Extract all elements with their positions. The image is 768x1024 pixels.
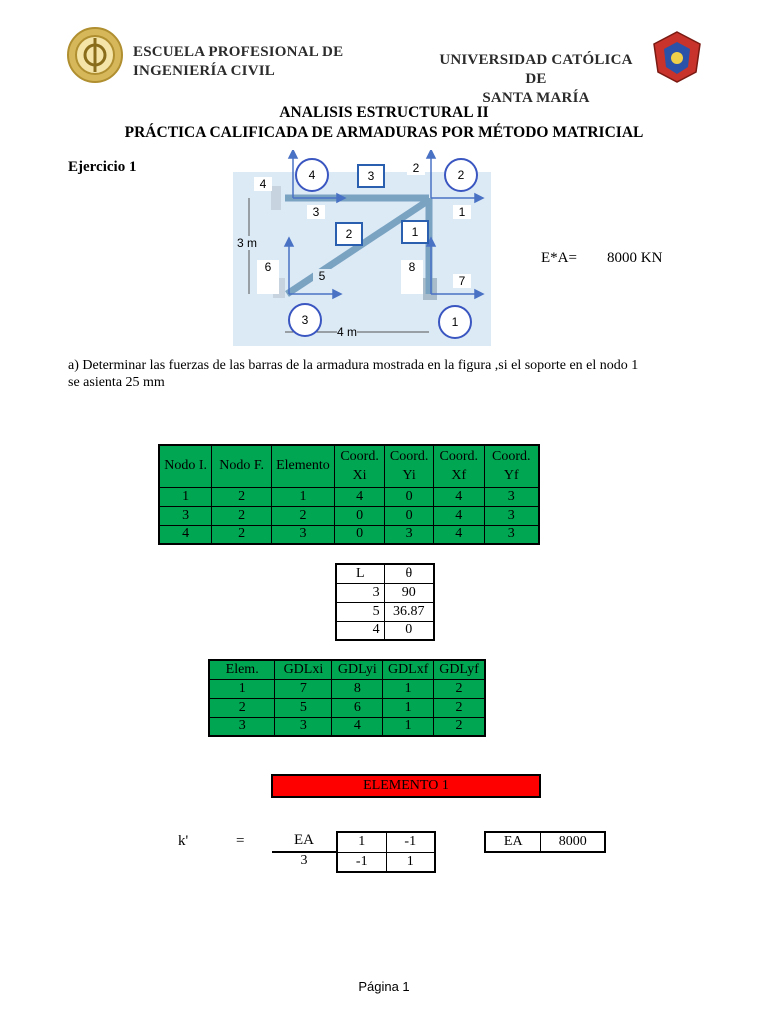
table-cell: 4 xyxy=(433,506,484,525)
table-cell: 90 xyxy=(384,583,434,602)
dof-label: 7 xyxy=(453,274,471,288)
table-cell: 0 xyxy=(385,487,434,506)
table-header: Elem. xyxy=(209,660,275,679)
length-denominator: 3 xyxy=(300,853,308,868)
truss-figure xyxy=(233,150,493,346)
doc-title: ANALISIS ESTRUCTURAL II PRÁCTICA CALIFICADA DE ARMADURAS POR MÉTODO MATRICIAL xyxy=(124,104,644,141)
table-header: GDLxi xyxy=(275,660,332,679)
table-cell: 3 xyxy=(484,525,539,544)
table-cell: 3 xyxy=(209,717,275,736)
table-cell: 3 xyxy=(159,506,212,525)
dof-label: 3 xyxy=(307,205,325,219)
table-cell: 4 xyxy=(336,621,384,640)
table-row xyxy=(209,698,485,717)
table-cell: 2 xyxy=(434,679,485,698)
ea-value: 8000 KN xyxy=(607,250,663,266)
table-cell: 1 xyxy=(209,679,275,698)
table-cell: 4 xyxy=(334,487,385,506)
university-name: UNIVERSIDAD CATÓLICA DE SANTA MARÍA xyxy=(439,52,633,106)
table-cell: 2 xyxy=(212,525,272,544)
table-cell: 3 xyxy=(385,525,434,544)
table-header: GDLyi xyxy=(332,660,383,679)
table-header: Elemento xyxy=(272,445,335,487)
node-circle: 1 xyxy=(438,305,472,339)
dim-width: 4 m xyxy=(337,325,358,339)
table-cell: 3 xyxy=(336,583,384,602)
page-footer: Página 1 xyxy=(358,979,410,994)
exercise-label: Ejercicio 1 xyxy=(68,159,137,175)
table-cell: 5 xyxy=(336,602,384,621)
table-cell: 0 xyxy=(334,506,385,525)
table-header: Nodo F. xyxy=(212,445,272,487)
table-cell: 1 xyxy=(272,487,335,506)
table-header: GDLyf xyxy=(434,660,485,679)
table-cell: 2 xyxy=(212,506,272,525)
table-cell: 0 xyxy=(384,621,434,640)
element-box: 2 xyxy=(335,222,363,246)
dof-label: 5 xyxy=(313,269,331,283)
table-cell: 2 xyxy=(434,698,485,717)
dof-label: 2 xyxy=(407,161,425,175)
matrix-row xyxy=(337,832,435,852)
matrix-cell: -1 xyxy=(386,832,435,852)
problem-statement: a) Determinar las fuerzas de las barras de la armadura mostrada en la figura ,si el soporte en el nodo 1 se asienta 25 mm xyxy=(68,358,639,390)
dof-label: 1 xyxy=(453,205,471,219)
equals-sign: = xyxy=(236,833,245,849)
table-cell: 3 xyxy=(484,487,539,506)
table-cell: 0 xyxy=(334,525,385,544)
university-seal xyxy=(650,30,704,84)
element-box: 3 xyxy=(357,164,385,188)
table-cell: 4 xyxy=(433,525,484,544)
table-row xyxy=(336,583,434,602)
table-cell: 7 xyxy=(275,679,332,698)
table-header: GDLxf xyxy=(383,660,434,679)
ea-label: E*A= xyxy=(541,250,577,266)
table-cell: 3 xyxy=(484,506,539,525)
table-row xyxy=(159,506,539,525)
dof-label: 8 xyxy=(401,260,423,294)
school-logo xyxy=(66,26,124,84)
table-cell: 4 xyxy=(433,487,484,506)
table-cell: 1 xyxy=(383,717,434,736)
table-cell: 2 xyxy=(434,717,485,736)
table-cell: 4 xyxy=(159,525,212,544)
table-header: Nodo I. xyxy=(159,445,212,487)
table-cell: 1 xyxy=(383,698,434,717)
table-cell: 8 xyxy=(332,679,383,698)
table-header-row xyxy=(209,660,485,679)
table-cell: 4 xyxy=(332,717,383,736)
nodes-table xyxy=(158,444,540,545)
table-cell: 1 xyxy=(159,487,212,506)
table-cell: 36.87 xyxy=(384,602,434,621)
table-header: L xyxy=(336,564,384,583)
table-cell: 3 xyxy=(272,525,335,544)
table-row xyxy=(209,679,485,698)
table-cell: 3 xyxy=(275,717,332,736)
matrix-row xyxy=(337,852,435,872)
school-name: ESCUELA PROFESIONAL DE INGENIERÍA CIVIL xyxy=(133,44,344,79)
dof-label: 4 xyxy=(254,177,272,191)
table-header: Coord. Xf xyxy=(433,445,484,487)
matrix-cell: 1 xyxy=(386,852,435,872)
table-header: Coord. Yi xyxy=(385,445,434,487)
table-header-row xyxy=(159,445,539,487)
stiffness-matrix xyxy=(336,831,436,873)
table-row xyxy=(159,487,539,506)
table-cell: EA xyxy=(485,832,541,852)
matrix-cell: 1 xyxy=(337,832,386,852)
table-header: θ xyxy=(384,564,434,583)
element-box: 1 xyxy=(401,220,429,244)
table-header: Coord. Yf xyxy=(484,445,539,487)
k-label: k' xyxy=(178,833,189,849)
table-row xyxy=(159,525,539,544)
table-cell: 6 xyxy=(332,698,383,717)
table-row xyxy=(336,602,434,621)
node-circle: 2 xyxy=(444,158,478,192)
length-angle-table xyxy=(335,563,435,641)
table-cell: 0 xyxy=(385,506,434,525)
node-circle: 4 xyxy=(295,158,329,192)
dim-height: 3 m xyxy=(237,236,258,250)
table-cell: 2 xyxy=(209,698,275,717)
element-banner: ELEMENTO 1 xyxy=(271,774,541,798)
matrix-cell: -1 xyxy=(337,852,386,872)
dof-label: 6 xyxy=(257,260,279,294)
table-row xyxy=(485,832,605,852)
table-header-row xyxy=(336,564,434,583)
node-circle: 3 xyxy=(288,303,322,337)
dof-table xyxy=(208,659,486,737)
table-cell: 8000 xyxy=(541,832,605,852)
table-cell: 5 xyxy=(275,698,332,717)
ea-value-table xyxy=(484,831,606,853)
table-header: Coord. Xi xyxy=(334,445,385,487)
table-cell: 2 xyxy=(272,506,335,525)
table-cell: 2 xyxy=(212,487,272,506)
ea-numerator: EA xyxy=(294,832,314,848)
table-row xyxy=(336,621,434,640)
table-row xyxy=(209,717,485,736)
table-cell: 1 xyxy=(383,679,434,698)
